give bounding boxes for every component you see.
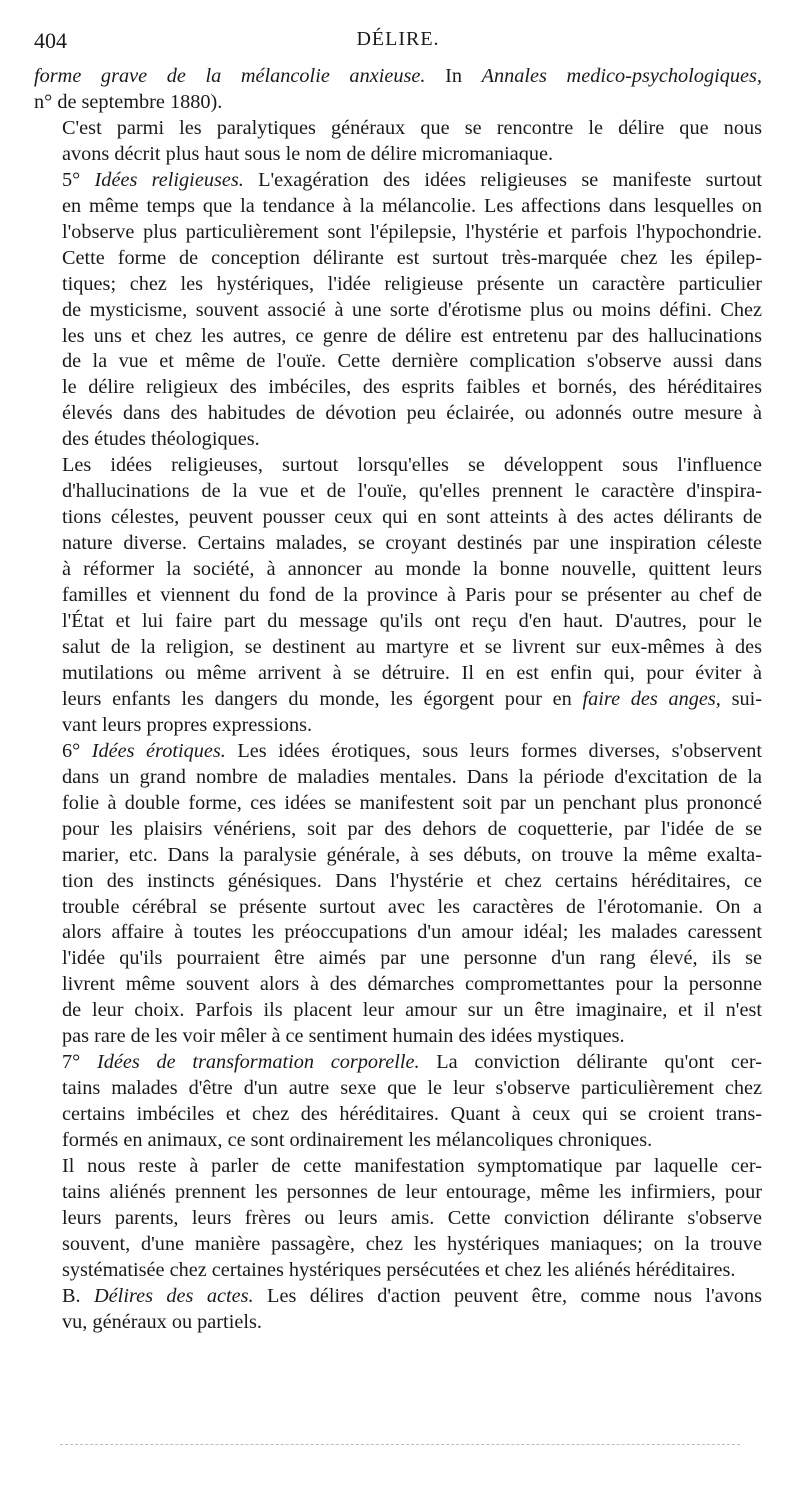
text-line xyxy=(34,946,762,972)
paragraph xyxy=(34,1284,762,1336)
text-run: d'hallucinations de la vue et de l'ouïe, qu'elles prennent le caractère d'inspira- xyxy=(62,480,762,503)
italic-run: Idées religieuses. xyxy=(94,168,244,191)
text-line xyxy=(34,869,762,895)
page-header xyxy=(34,28,762,58)
text-line xyxy=(34,1128,762,1154)
text-line xyxy=(34,817,762,843)
text-line xyxy=(34,1310,762,1336)
text-run: l'observe plus particulièrement sont l'épilepsie, l'hystérie et parfois l'hypochondrie. xyxy=(62,220,762,243)
text-run: pour les plaisirs vénériens, soit par des dehors de coquetterie, par l'idée de se xyxy=(62,817,762,840)
text-run: formés en animaux, ce sont ordinairement les mélancoliques chroniques. xyxy=(62,1129,653,1152)
text-run: systématisée chez certaines hystériques persécutées et chez les aliénés héréditaires. xyxy=(62,1258,736,1281)
text-run: dans un grand nombre de maladies mentales. Dans la période d'excitation de la xyxy=(62,765,762,788)
italic-run: Délires des actes. xyxy=(94,1284,254,1307)
text-line xyxy=(34,609,762,635)
italic-run: Idées de transformation corporelle. xyxy=(96,1051,420,1074)
text-line xyxy=(34,64,762,90)
text-line xyxy=(34,142,762,168)
text-line xyxy=(34,1206,762,1232)
text-run: 6° xyxy=(62,739,92,762)
text-run: Les délires d'action peuvent être, comme nous l'avons xyxy=(253,1284,762,1307)
text-run: La conviction délirante qu'ont cer- xyxy=(419,1051,762,1074)
italic-run: Idées érotiques. xyxy=(91,739,226,762)
text-line xyxy=(34,375,762,401)
text-line xyxy=(34,1076,762,1102)
text-run: pas rare de les voir mêler à ce sentiment humain des idées mystiques. xyxy=(62,1025,625,1048)
text-run: mutilations ou même arrivent à se détruire. Il en est enfin qui, pour éviter à xyxy=(62,661,762,684)
text-run: certains imbéciles et chez des héréditaires. Quant à ceux qui se croient trans- xyxy=(62,1103,762,1126)
text-line xyxy=(34,220,762,246)
italic-run: forme grave de la mélancolie anxieuse. xyxy=(34,65,426,87)
text-run: le délire religieux des imbéciles, des esprits faibles et bornés, des héréditaires xyxy=(62,376,762,399)
text-line xyxy=(34,583,762,609)
text-line xyxy=(34,1024,762,1050)
text-line xyxy=(34,1154,762,1180)
text-run: élevés dans des habitudes de dévotion peu éclairée, ou adonnés outre mesure à xyxy=(62,402,762,425)
text-run: salut de la religion, se destinent au martyre et se livrent sur eux-mêmes à des xyxy=(62,635,762,658)
text-line xyxy=(34,1258,762,1284)
text-line xyxy=(34,531,762,557)
text-run: l'État et lui faire part du message qu'ils ont reçu d'en haut. D'autres, pour le xyxy=(62,610,762,633)
text-line xyxy=(34,479,762,505)
footer-rule xyxy=(60,1444,740,1448)
italic-run: Annales medico-psychologiques, xyxy=(481,65,762,87)
paragraph xyxy=(34,64,762,116)
body-text xyxy=(34,64,762,1336)
text-run: tiques; chez les hystériques, l'idée religieuse présente un caractère particulier xyxy=(62,272,762,295)
running-title: DÉLIRE. xyxy=(356,28,440,50)
text-line xyxy=(34,1102,762,1128)
text-line xyxy=(34,972,762,998)
text-run: L'exagération des idées religieuses se manifeste surtout xyxy=(243,168,762,191)
text-line xyxy=(34,687,762,713)
text-run: trouble cérébral se présente surtout avec les caractères de l'érotomanie. On a xyxy=(62,895,762,918)
text-line xyxy=(34,998,762,1024)
text-run: C'est parmi les paralytiques généraux que se rencontre le délire que nous xyxy=(62,116,762,139)
text-run: 7° xyxy=(62,1051,97,1074)
text-run: l'idée qu'ils pourraient être aimés par une personne d'un rang élevé, ils se xyxy=(62,947,762,970)
text-line xyxy=(34,505,762,531)
text-line xyxy=(34,739,762,765)
text-run: tion des instincts génésiques. Dans l'hystérie et chez certains héréditaires, ce xyxy=(62,869,762,892)
text-run: folie à double forme, ces idées se manifestent soit par un penchant plus prononcé xyxy=(62,791,762,814)
text-line xyxy=(34,453,762,479)
text-line xyxy=(34,194,762,220)
text-run: marier, etc. Dans la paralysie générale, à ses débuts, on trouve la même exalta- xyxy=(62,843,762,866)
text-run: les uns et chez les autres, ce genre de délire est entretenu par des hallucinations xyxy=(62,324,762,347)
text-run: vant leurs propres expressions. xyxy=(62,713,313,736)
text-run: B. xyxy=(62,1284,95,1307)
text-run: n° de septembre 1880). xyxy=(34,90,223,113)
text-run: alors affaire à toutes les préoccupations d'un amour idéal; les malades caressent xyxy=(62,921,762,944)
text-run: tains malades d'être d'un autre sexe que le leur s'observe particulièrement chez xyxy=(62,1077,762,1100)
text-line xyxy=(34,427,762,453)
text-line xyxy=(34,272,762,298)
paragraph xyxy=(34,1050,762,1154)
text-run: vu, généraux ou partiels. xyxy=(62,1310,262,1333)
text-line xyxy=(34,116,762,142)
text-run: leurs enfants les dangers du monde, les égorgent pour en xyxy=(62,687,583,710)
text-run: de la vue et même de l'ouïe. Cette dernière complication s'observe aussi dans xyxy=(62,350,762,373)
text-line xyxy=(34,168,762,194)
text-line xyxy=(34,557,762,583)
text-line xyxy=(34,713,762,739)
text-line xyxy=(34,1180,762,1206)
paragraph xyxy=(34,1154,762,1284)
text-run: tions célestes, peuvent pousser ceux qui en sont atteints à des actes délirants de xyxy=(62,506,762,529)
text-run: de mysticisme, souvent associé à une sorte d'érotisme plus ou moins défini. Chez xyxy=(62,298,762,321)
text-run: leurs parents, leurs frères ou leurs amis. Cette conviction délirante s'observe xyxy=(62,1206,762,1229)
text-line xyxy=(34,843,762,869)
text-line xyxy=(34,401,762,427)
text-run: familles et viennent du fond de la province à Paris pour se présenter au chef de xyxy=(62,584,762,607)
italic-run: faire des anges, xyxy=(582,687,721,710)
text-run: des études théologiques. xyxy=(62,428,260,451)
text-run: sui- xyxy=(720,687,762,710)
text-run: à réformer la société, à annoncer au monde la bonne nouvelle, quittent leurs xyxy=(62,558,762,581)
text-run: Il nous reste à parler de cette manifestation symptomatique par laquelle cer- xyxy=(62,1155,762,1178)
text-line xyxy=(34,246,762,272)
text-line xyxy=(34,298,762,324)
text-run: avons décrit plus haut sous le nom de délire micromaniaque. xyxy=(62,142,554,165)
text-run: Cette forme de conception délirante est surtout très-marquée chez les épilep- xyxy=(62,246,762,269)
text-line xyxy=(34,349,762,375)
text-run: livrent même souvent alors à des démarches compromettantes pour la personne xyxy=(62,973,762,996)
text-line xyxy=(34,1050,762,1076)
text-line xyxy=(34,791,762,817)
page-number: 404 xyxy=(34,28,67,53)
text-line xyxy=(34,895,762,921)
paragraph xyxy=(34,739,762,1050)
paragraph xyxy=(34,168,762,453)
text-line xyxy=(34,661,762,687)
text-line xyxy=(34,1232,762,1258)
text-run: 5° xyxy=(62,168,95,191)
text-line xyxy=(34,324,762,350)
text-line xyxy=(34,635,762,661)
text-run: souvent, d'une manière passagère, chez les hystériques maniaques; on la trouve xyxy=(62,1232,762,1255)
text-run: Les idées religieuses, surtout lorsqu'elles se développent sous l'influence xyxy=(62,454,762,477)
text-line xyxy=(34,920,762,946)
text-run: tains aliénés prennent les personnes de leur entourage, même les infirmiers, pour xyxy=(62,1180,762,1203)
text-run: Les idées érotiques, sous leurs formes diverses, s'observent xyxy=(225,739,762,762)
text-line xyxy=(34,765,762,791)
text-run: en même temps que la tendance à la mélancolie. Les affections dans lesquelles on xyxy=(62,194,762,217)
paragraph xyxy=(34,116,762,168)
text-line xyxy=(34,90,762,116)
paragraph xyxy=(34,453,762,738)
text-run: nature diverse. Certains malades, se croyant destinés par une inspiration céleste xyxy=(62,532,762,555)
text-line xyxy=(34,1284,762,1310)
text-run: de leur choix. Parfois ils placent leur amour sur un être imaginaire, et il n'est xyxy=(62,999,762,1022)
text-run: In xyxy=(425,65,482,87)
